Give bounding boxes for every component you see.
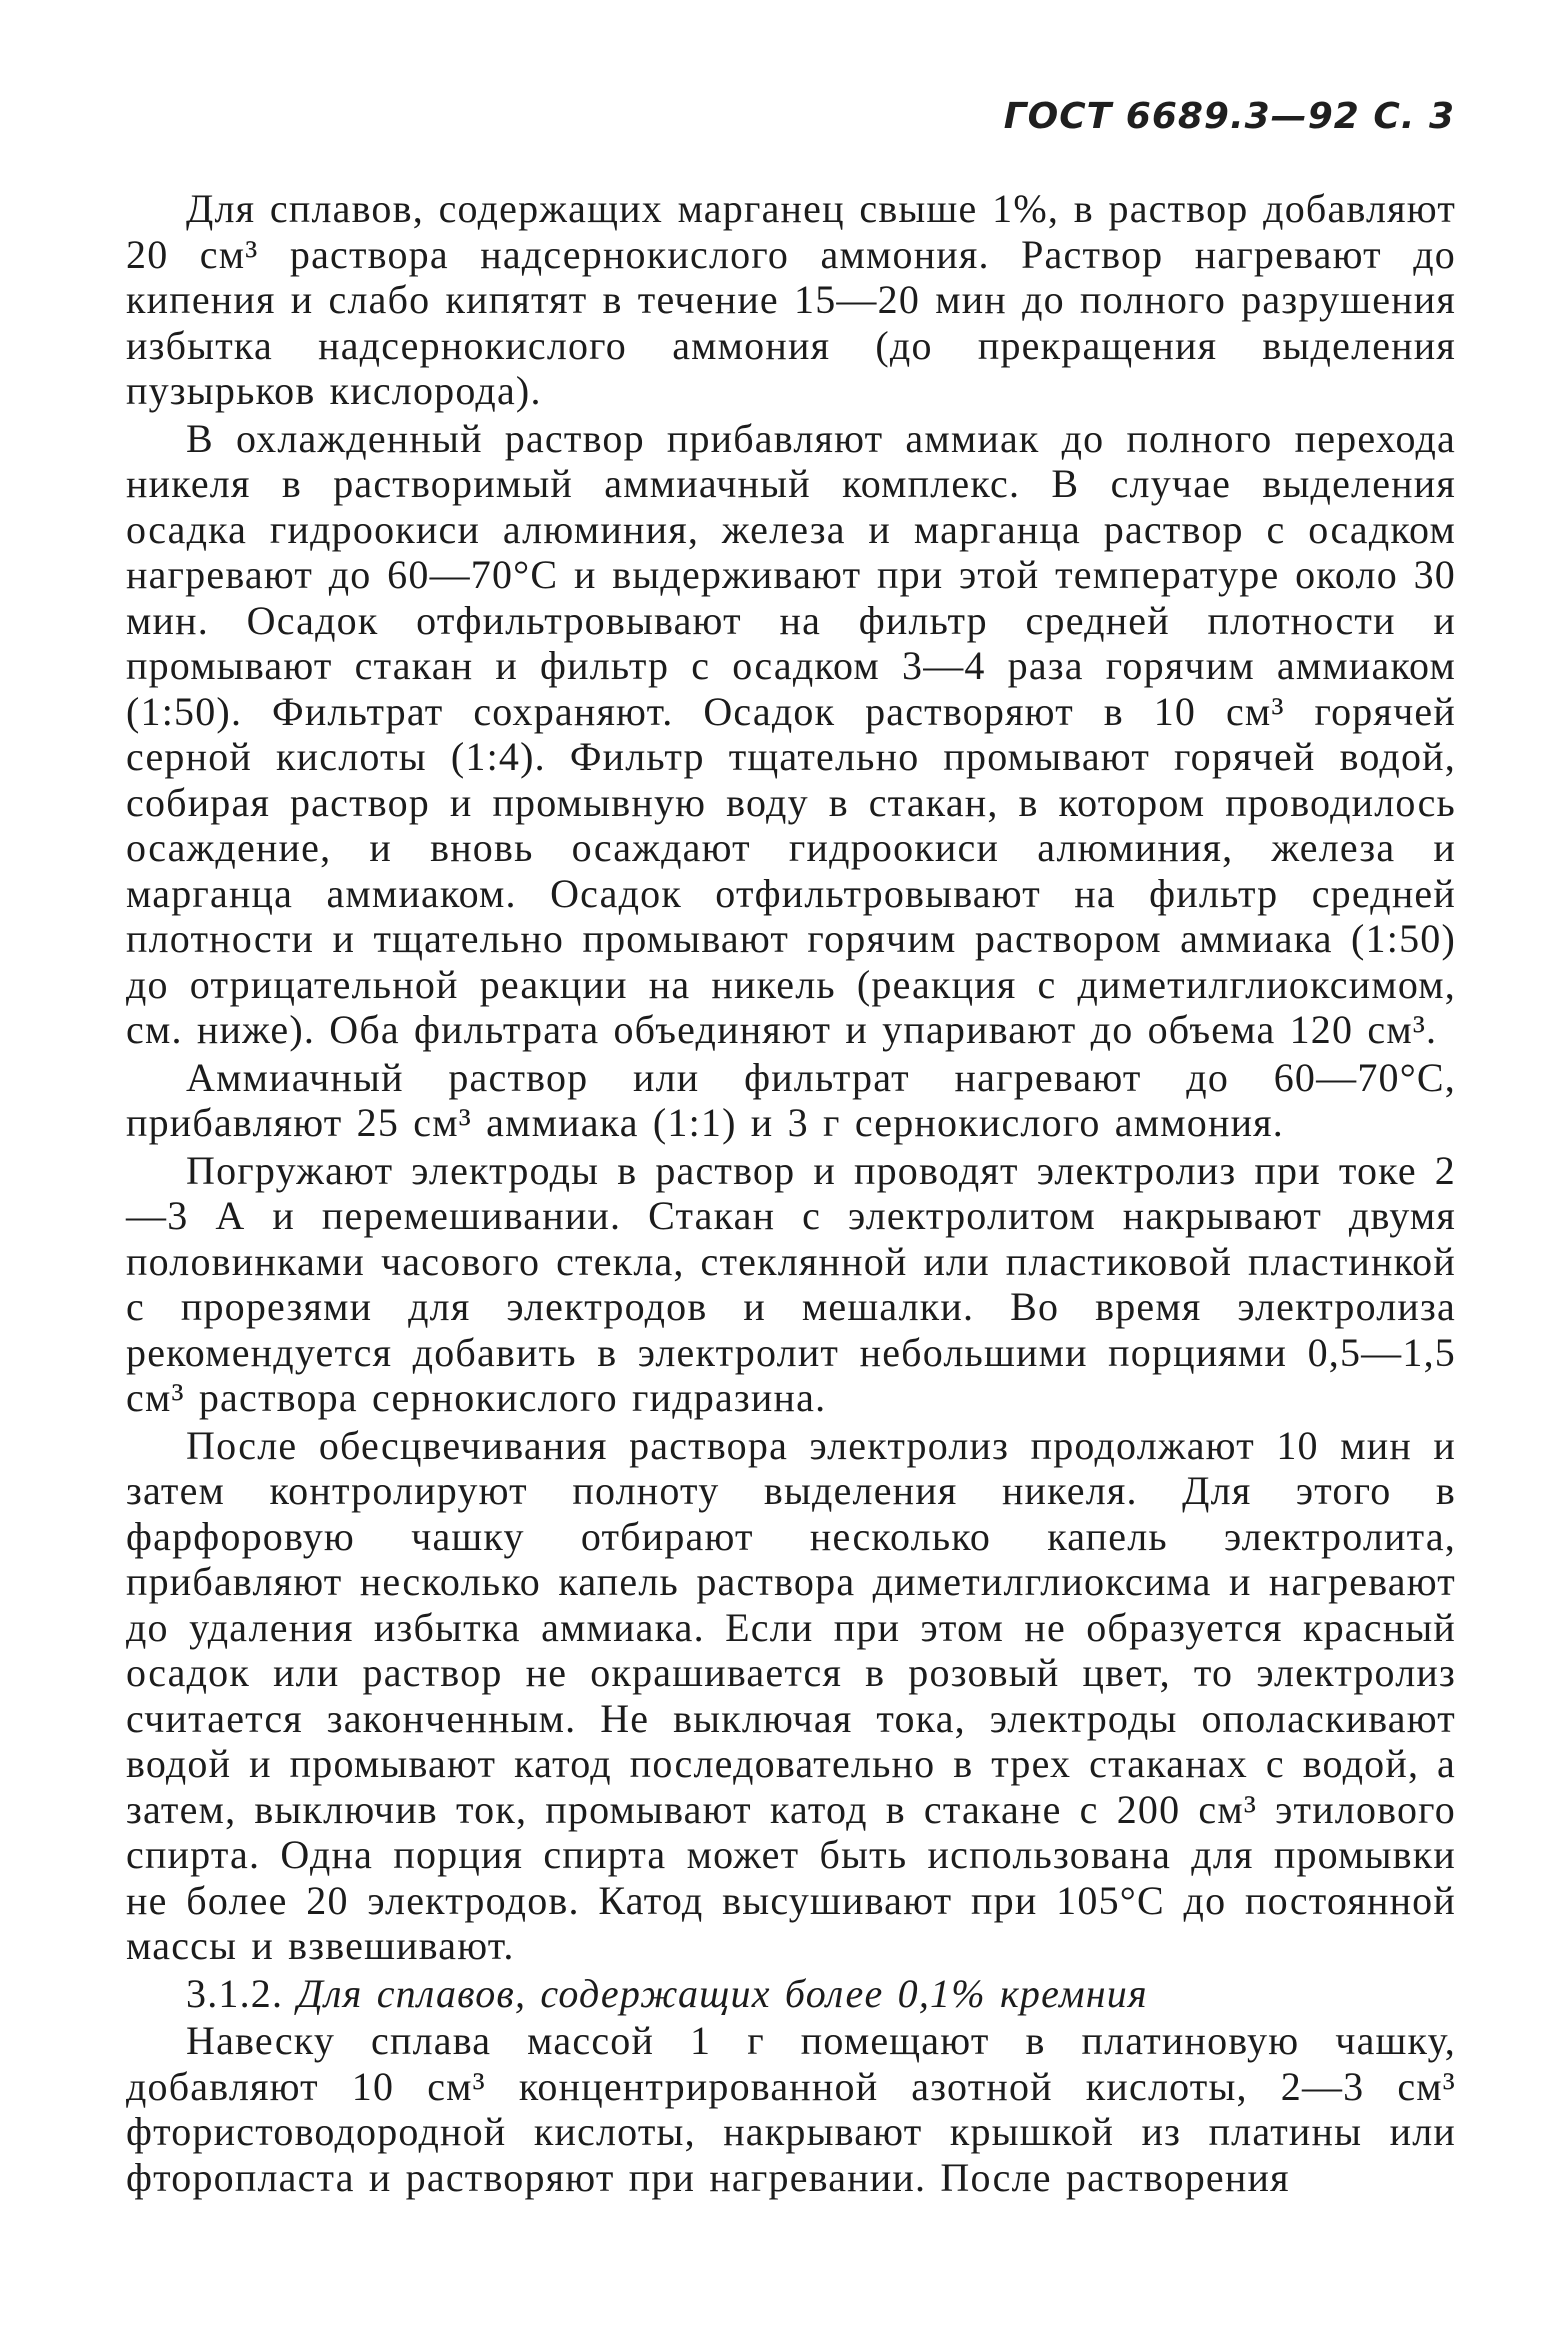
- section-heading: [126, 1971, 1456, 2017]
- section-title: Для сплавов, содержащих более 0,1% кремния: [297, 1970, 1148, 2016]
- paragraph-electrolysis: Погружают электроды в раствор и проводят электролиз при токе 2—3 А и перемешивании. Стакан с электролитом накрывают двумя половинками часового стекла, стеклянной или пластиковой пластинкой с прорезями для электродов и мешалки. Во время электролиза рекомендуется добавить в электролит небольшими порциями 0,5—1,5 см³ раствора сернокислого гидразина.: [126, 1147, 1456, 1420]
- paragraph-dissolution: Навеску сплава массой 1 г помещают в платиновую чашку, добавляют 10 см³ концентрированной азотной кислоты, 2—3 см³ фтористоводородной кислоты, накрывают крышкой из платины или фторопласта и растворяют при нагревании. После растворения: [126, 2018, 1456, 2200]
- paragraph-completion-check: После обесцвечивания раствора электролиз продолжают 10 мин и затем контролируют полноту выделения никеля. Для этого в фарфоровую чашку отбирают несколько капель электролита, прибавляют несколько капель раствора диметилглиоксима и нагревают до удаления избытка аммиака. Если при этом не образуется красный осадок или раствор не окрашивается в розовый цвет, то электролиз считается законченным. Не выключая тока, электроды ополаскивают водой и промывают катод последовательно в трех стаканах с водой, а затем, выключив ток, промывают катод в стакане с 200 см³ этилового спирта. Одна порция спирта может быть использована для промывки не более 20 электродов. Катод высушивают при 105°С до постоянной массы и взвешивают.: [126, 1422, 1456, 1968]
- paragraph-manganese: Для сплавов, содержащих марганец свыше 1%, в раствор добавляют 20 см³ раствора надсернокислого аммония. Раствор нагревают до кипения и слабо кипятят в течение 15—20 мин до полного разрушения избытка надсернокислого аммония (до прекращения выделения пузырьков кислорода).: [126, 186, 1456, 413]
- paragraph-ammonia-precipitation: В охлажденный раствор прибавляют аммиак до полного перехода никеля в растворимый аммиачный комплекс. В случае выделения осадка гидроокиси алюминия, железа и марганца раствор с осадком нагревают до 60—70°С и выдерживают при этой температуре около 30 мин. Осадок отфильтровывают на фильтр средней плотности и промывают стакан и фильтр с осадком 3—4 раза горячим аммиаком (1:50). Фильтрат сохраняют. Осадок растворяют в 10 см³ горячей серной кислоты (1:4). Фильтр тщательно промывают горячей водой, собирая раствор и промывную воду в стакан, в котором проводилось осаждение, и вновь осаждают гидроокиси алюминия, железа и марганца аммиаком. Осадок отфильтровывают на фильтр средней плотности и тщательно промывают горячим раствором аммиака (1:50) до отрицательной реакции на никель (реакция с диметилглиоксимом, см. ниже). Оба фильтрата объединяют и упаривают до объема 120 см³.: [126, 415, 1456, 1052]
- running-header: ГОСТ 6689.3—92 С. 3: [1003, 96, 1455, 137]
- section-number: 3.1.2.: [186, 1970, 284, 2016]
- body-text: [126, 186, 1456, 2200]
- paragraph-ammonia-solution: Аммиачный раствор или фильтрат нагревают до 60—70°С, прибавляют 25 см³ аммиака (1:1) и 3 г сернокислого аммония.: [126, 1054, 1456, 1145]
